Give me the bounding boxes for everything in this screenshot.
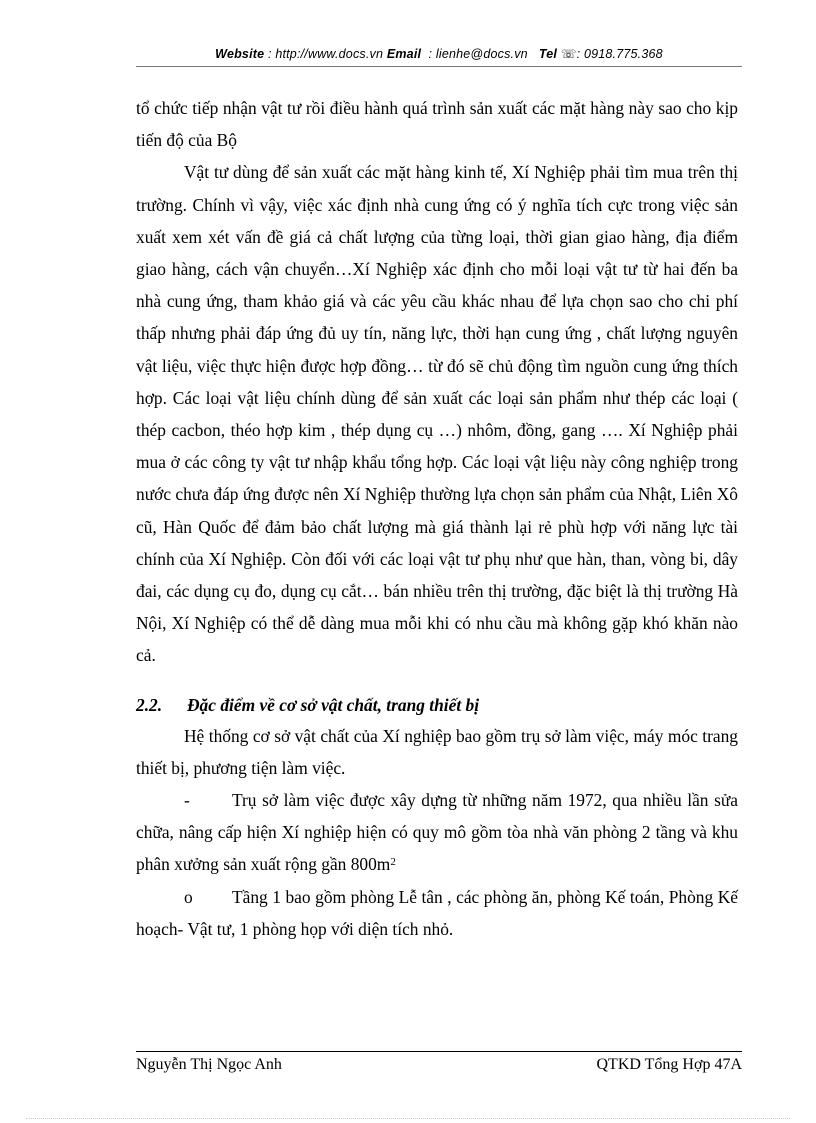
circle-bullet: o: [184, 886, 193, 907]
list-item-headquarters: [136, 784, 738, 881]
tel-label: Tel: [538, 47, 558, 61]
email-address[interactable]: lienhe@docs.vn: [435, 47, 528, 61]
header-divider: [136, 66, 742, 67]
paragraph-continuation: tổ chức tiếp nhận vật tư rồi điều hành quá trình sản xuất các mặt hàng này sao cho kịp tiến độ của Bộ: [136, 98, 738, 151]
email-label: Email: [386, 47, 422, 61]
telephone-icon: ☏: [560, 47, 577, 61]
superscript: 2: [390, 856, 396, 869]
section-number: 2.2.: [136, 694, 163, 715]
list-item-floor-1: [136, 881, 738, 945]
page-header: Website : http://www.docs.vn Email : lienhe@docs.vn Tel ☏: 0918.775.368: [215, 47, 663, 61]
page-footer: [136, 1056, 742, 1074]
list-item-text: Tầng 1 bao gồm phòng Lễ tân , các phòng ăn, phòng Kế toán, Phòng Kế hoạch- Vật tư, 1 phòng họp với diện tích nhỏ.: [136, 886, 738, 939]
footer-class: QTKD Tổng Hợp 47A: [596, 1056, 742, 1073]
footer-divider: [136, 1051, 742, 1052]
section-heading: [136, 690, 738, 720]
page-bottom-border: [26, 1118, 790, 1119]
dash-bullet: -: [184, 790, 190, 811]
website-url[interactable]: http://www.docs.vn: [275, 47, 384, 61]
section-title: Đặc điểm về cơ sở vật chất, trang thiết bị: [187, 694, 480, 715]
paragraph-suppliers: Vật tư dùng để sản xuất các mặt hàng kinh tế, Xí Nghiệp phải tìm mua trên thị trường. Chính vì vậy, việc xác định nhà cung ứng có ý nghĩa tích cực trong việc sản xuất xem xét vấn đề giá cả chất lượng của từng loại, thời gian giao hàng, địa điểm giao hàng, cách vận chuyển…Xí Nghiệp xác định cho mỗi loại vật tư từ hai đến ba nhà cung ứng, tham khảo giá và các yêu cầu khác nhau để lựa chọn sao cho chi phí thấp nhưng phải đáp ứng đủ uy tín, năng lực, thời hạn cung ứng , chất lượng nguyên vật liệu, việc thực hiện được hợp đồng… từ đó sẽ chủ động tìm nguồn cung ứng thích hợp. Các loại vật liệu chính dùng để sản xuất các loại sản phẩm như thép các loại ( thép cacbon, théo hợp kim , thép dụng cụ …) nhôm, đồng, gang …. Xí Nghiệp phải mua ở các công ty vật tư nhập khẩu tổng hợp. Các loại vật liệu này công nghiệp trong nước chưa đáp ứng được nên Xí Nghiệp thường lựa chọn sản phẩm của Nhật, Liên Xô cũ, Hàn Quốc để đảm bảo chất lượng mà giá thành lại rẻ phù hợp với năng lực tài chính của Xí Nghiệp. Còn đối với các loại vật tư phụ như que hàn, than, vòng bi, dây đai, các dụng cụ đo, dụng cụ cắt… bán nhiều trên thị trường, đặc biệt là thị trường Hà Nội, Xí Nghiệp có thể dễ dàng mua mỗi khi có nhu cầu mà không gặp khó khăn nào cả.: [136, 162, 738, 666]
footer-author: Nguyễn Thị Ngọc Anh: [136, 1056, 282, 1073]
tel-number: 0918.775.368: [583, 47, 663, 61]
paragraph-facilities: Hệ thống cơ sở vật chất của Xí nghiệp bao gồm trụ sở làm việc, máy móc trang thiết bị, phương tiện làm việc.: [136, 725, 738, 778]
website-label: Website: [215, 47, 265, 61]
list-item-text: Trụ sở làm việc được xây dựng từ những năm 1972, qua nhiều lần sửa chữa, nâng cấp hiện Xí nghiệp hiện có quy mô gồm tòa nhà văn phòng 2 tầng và khu phân xưởng sản xuất rộng gần 800m: [136, 790, 738, 875]
document-body: [136, 92, 738, 945]
